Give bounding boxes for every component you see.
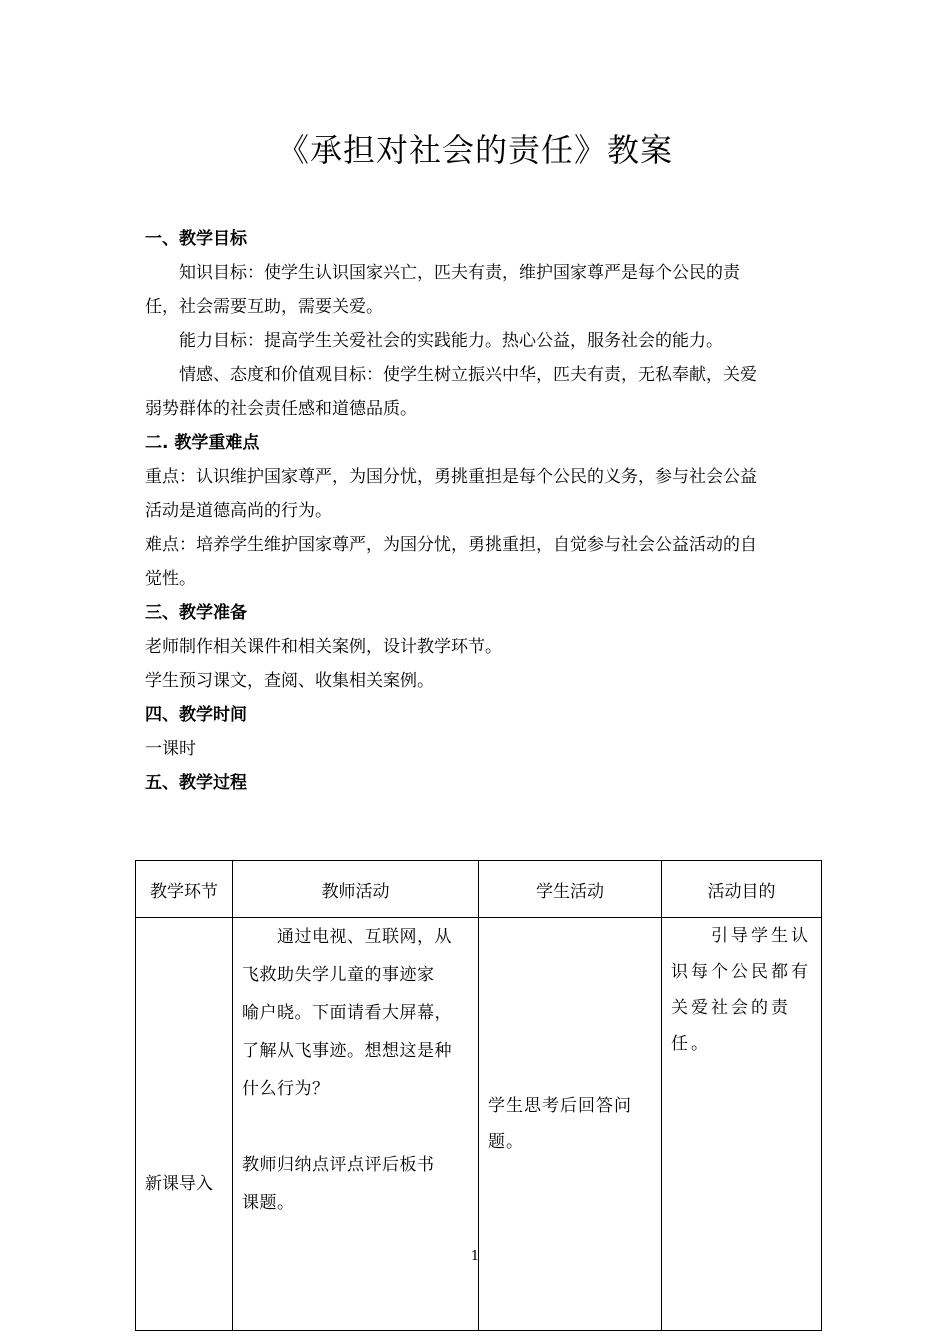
student-activity-line: 题。 xyxy=(488,1132,524,1152)
teacher-activity-line: 什么行为？ xyxy=(242,1079,330,1099)
teacher-activity-line: 教师归纳点评点评后板书 xyxy=(242,1155,435,1175)
cell-activity-goal xyxy=(662,918,822,1331)
key-point-line-1: 重点：认识维护国家尊严，为国分忧，勇挑重担是每个公民的义务，参与社会公益 xyxy=(145,467,757,487)
header-student-activity: 学生活动 xyxy=(479,861,662,918)
header-teacher-activity: 教师活动 xyxy=(233,861,479,918)
student-preparation: 学生预习课文，查阅、收集相关案例。 xyxy=(145,671,434,691)
activity-goal-line: 任。 xyxy=(671,1034,711,1054)
activity-goal-line: 关爱社会的责 xyxy=(671,998,791,1018)
student-activity-line: 学生思考后回答问 xyxy=(488,1096,632,1116)
ability-objective-line: 能力目标：提高学生关爱社会的实践能力。热心公益，服务社会的能力。 xyxy=(179,331,723,351)
cell-teacher-activity xyxy=(233,918,479,1331)
document-body xyxy=(145,222,810,800)
teacher-activity-line: 飞救助失学儿童的事迹家 xyxy=(242,965,435,985)
section-heading-process: 五、教学过程 xyxy=(145,773,247,793)
teacher-activity-line: 喻户晓。下面请看大屏幕， xyxy=(242,1003,452,1023)
section-heading-preparation: 三、教学准备 xyxy=(145,603,247,623)
teaching-time: 一课时 xyxy=(145,739,196,759)
section-heading-key-points: 二. 教学重难点 xyxy=(145,433,260,453)
header-activity-goal: 活动目的 xyxy=(662,861,822,918)
section-heading-objectives: 一、教学目标 xyxy=(145,229,247,249)
attitude-objective-line-2: 弱势群体的社会责任感和道德品质。 xyxy=(145,399,417,419)
difficult-point-line-2: 觉性。 xyxy=(145,569,196,589)
teacher-activity-line: 课题。 xyxy=(242,1193,295,1213)
table-header-row xyxy=(136,861,822,918)
table-row xyxy=(136,918,822,1331)
knowledge-objective-line-1: 知识目标：使学生认识国家兴亡，匹夫有责，维护国家尊严是每个公民的责 xyxy=(179,263,740,283)
header-stage: 教学环节 xyxy=(136,861,233,918)
teacher-activity-spacer xyxy=(242,1108,470,1146)
cell-student-activity xyxy=(479,918,662,1331)
knowledge-objective-line-2: 任，社会需要互助，需要关爱。 xyxy=(145,297,383,317)
teacher-preparation: 老师制作相关课件和相关案例，设计教学环节。 xyxy=(145,637,502,657)
difficult-point-line-1: 难点：培养学生维护国家尊严，为国分忧，勇挑重担，自觉参与社会公益活动的自 xyxy=(145,535,757,555)
cell-stage-intro: 新课导入 xyxy=(136,918,233,1331)
teacher-activity-line: 了解从飞事迹。想想这是种 xyxy=(242,1041,452,1061)
key-point-line-2: 活动是道德高尚的行为。 xyxy=(145,501,332,521)
activity-goal-line: 识每个公民都有 xyxy=(671,962,811,982)
teacher-activity-line: 通过电视、互联网，从 xyxy=(242,927,452,947)
page-number: 1 xyxy=(470,1249,480,1264)
activity-goal-line: 引导学生认 xyxy=(671,926,811,946)
attitude-objective-line-1: 情感、态度和价值观目标：使学生树立振兴中华，匹夫有责，无私奉献，关爱 xyxy=(179,365,757,385)
document-title: 《承担对社会的责任》教案 xyxy=(276,131,673,169)
section-heading-time: 四、教学时间 xyxy=(145,705,247,725)
